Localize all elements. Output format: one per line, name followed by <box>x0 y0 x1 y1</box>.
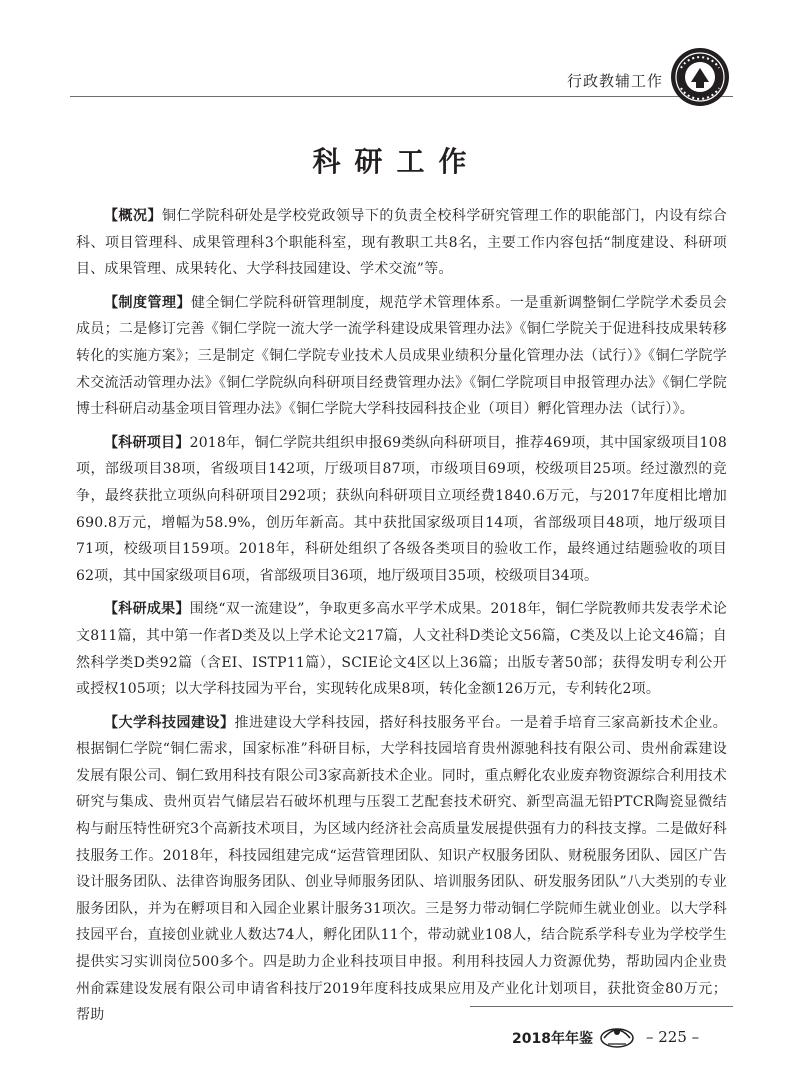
paragraph-heading: 【大学科技园建设】 <box>104 714 235 731</box>
paragraph-heading: 【科研成果】 <box>104 601 190 618</box>
paragraph-science-park <box>76 710 727 1029</box>
paragraph-text: 铜仁学院科研处是学校党政领导下的负责全校科学研究管理工作的职能部门，内设有综合科、项目管理科、成果管理科3个职能科室，现有教职工共8名，主要工作内容包括“制度建设、科研项目、成果管理、成果转化、大学科技园建设、学术交流”等。 <box>76 208 727 278</box>
header-divider <box>70 96 733 97</box>
university-seal-icon <box>669 46 731 108</box>
paragraph-heading: 【制度管理】 <box>104 294 191 311</box>
footer-divider <box>470 1006 733 1007</box>
decorative-ornament-icon <box>598 1020 636 1050</box>
page-footer <box>470 1016 730 1056</box>
page-number: – 225 – <box>646 1028 700 1046</box>
page-header <box>0 0 793 110</box>
article-body <box>76 203 727 1036</box>
paragraph-text: 围绕“双一流建设”，争取更多高水平学术成果。2018年，铜仁学院教师共发表学术论文811篇，其中第一作者D类及以上学术论文217篇，人文社科D类论文56篇，C类及以上论文46篇；自然科学类D类92篇（含EI、ISTP11篇），SCIE论文4区以上36篇；出版专著50部；获得发明专利公开或授权105项；以大学科技园为平台，实现转化成果8项，转化金额126万元，专利转化2项。 <box>76 601 727 698</box>
paragraph-system-management <box>76 290 727 423</box>
paragraph-text: 健全铜仁学院科研管理制度，规范学术管理体系。一是重新调整铜仁学院学术委员会成员；二是修订完善《铜仁学院一流大学一流学科建设成果管理办法》《铜仁学院关于促进科技成果转移转化的实施方案》；三是制定《铜仁学院专业技术人员成果业绩积分量化管理办法（试行）》《铜仁学院学术交流活动管理办法》《铜仁学院纵向科研项目经费管理办法》《铜仁学院项目申报管理办法》《铜仁学院博士科研启动基金项目管理办法》《铜仁学院大学科技园科技企业（项目）孵化管理办法（试行）》。 <box>76 294 728 418</box>
section-label: 行政教辅工作 <box>566 72 663 90</box>
paragraph-text: 推进建设大学科技园，搭好科技服务平台。一是着手培育三家高新技术企业。根据铜仁学院“铜仁需求，国家标准”科研目标，大学科技园培育贵州源驰科技有限公司、贵州俞霖建设发展有限公司、铜仁致用科技有限公司3家高新技术企业。同时，重点孵化农业废弃物资源综合利用技术研究与集成、贵州页岩气储层岩石破坏机理与压裂工艺配套技术研究、新型高温无铅PTCR陶瓷显微结构与耐压特性研究3个高新技术项目，为区域内经济社会高质量发展提供强有力的科技支撑。二是做好科技服务工作。2018年，科技园组建完成“运营管理团队、知识产权服务团队、财税服务团队、园区广告设计服务团队、法律咨询服务团队、创业导师服务团队、培训服务团队、研发服务团队”八大类别的专业服务团队，并为在孵项目和入园企业累计服务31项次。三是努力带动铜仁学院师生就业创业。以大学科技园平台，直接创业就业人数达74人，孵化团队11个，带动就业108人，结合院系学科专业为学校学生提供实习实训岗位500多个。四是助力企业科技项目申报。利用科技园人力资源优势，帮助园内企业贵州俞霖建设发展有限公司申请省科技厅2019年度科技成果应用及产业化计划项目，获批资金80万元；帮助 <box>76 714 727 1024</box>
page-title: 科研工作 <box>312 145 481 178</box>
paragraph-research-projects <box>76 430 727 590</box>
yearbook-label: 2018年年鉴 <box>512 1031 593 1047</box>
paragraph-heading: 【概况】 <box>104 208 162 224</box>
paragraph-research-results <box>76 596 727 702</box>
paragraph-heading: 【科研项目】 <box>104 434 190 451</box>
paragraph-text: 2018年，铜仁学院共组织申报69类纵向科研项目，推荐469项，其中国家级项目108项，部级项目38项，省级项目142项，厅级项目87项，市级项目69项，校级项目25项。经过激烈的竞争，最终获批立项纵向科研项目292项；获纵向科研项目立项经费1840.6万元，与2017年度相比增加690.8万元，增幅为58.9%，创历年新高。其中获批国家级项目14项，省部级项目48项，地厅级项目71项，校级项目159项。2018年，科研处组织了各级各类项目的验收工作，最终通过结题验收的项目62项，其中国家级项目6项，省部级项目36项，地厅级项目35项，校级项目34项。 <box>76 434 727 584</box>
paragraph-overview <box>76 203 727 283</box>
